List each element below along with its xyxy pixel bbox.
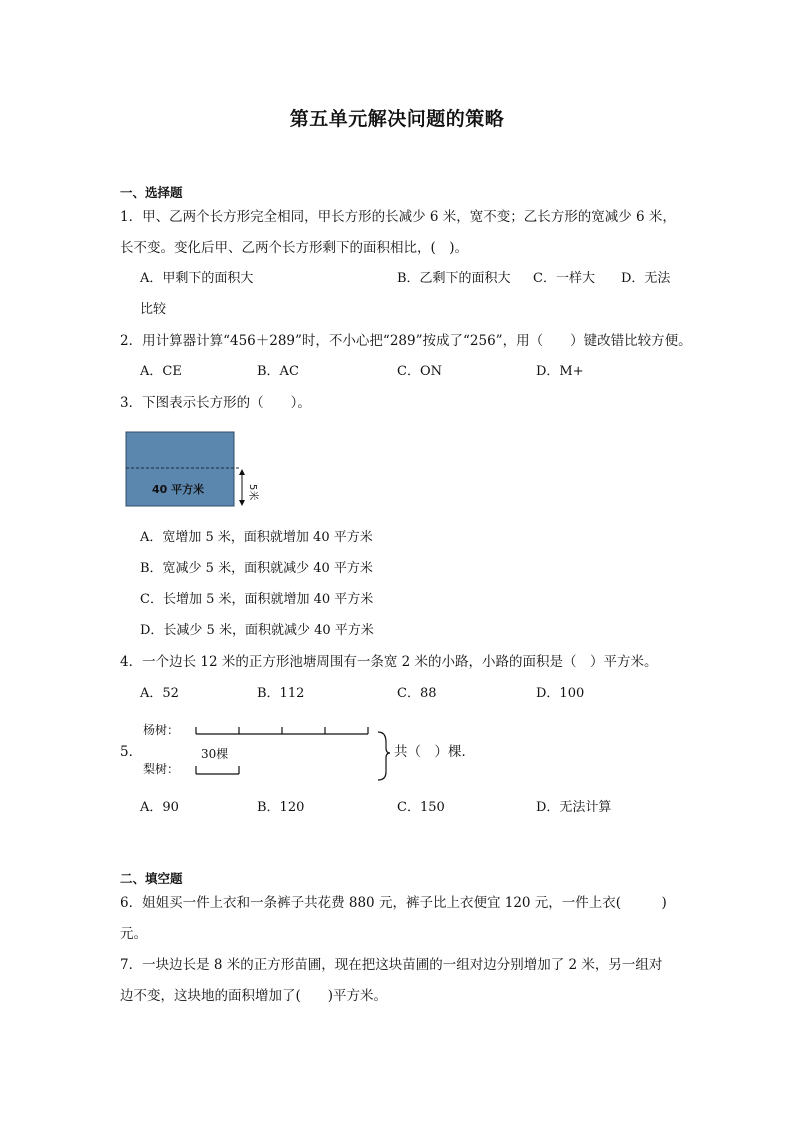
- q1-text-line1: 1．甲、乙两个长方形完全相同，甲长方形的长减少 6 米，宽不变；乙长方形的宽减少 6 米，: [120, 209, 676, 225]
- q1-option-c: C．一样大: [533, 271, 595, 286]
- q5-option-d: D．无法计算: [536, 800, 612, 815]
- q3-arrow-down: [239, 500, 245, 506]
- q3-area-label: 40 平方米: [152, 483, 205, 496]
- q1-option-d: D．无法: [621, 271, 671, 286]
- q5-brace: [378, 732, 390, 780]
- q5-segment-diagram: [192, 722, 402, 782]
- q5-poplar-label: 杨树：: [143, 723, 180, 737]
- q3-text-line1: 3．下图表示长方形的（ ）。: [120, 395, 311, 411]
- q5-option-c: C．150: [397, 800, 445, 815]
- q4-option-a: A．52: [140, 686, 179, 701]
- q3-option-b: B．宽减少 5 米，面积就减少 40 平方米: [140, 561, 373, 576]
- q1-option-d-continued: 比较: [140, 302, 167, 317]
- q4-text-line1: 4．一个边长 12 米的正方形池塘周围有一条宽 2 米的小路，小路的面积是（ ）平方米。: [120, 654, 658, 670]
- q4-option-c: C．88: [397, 686, 437, 701]
- q2-option-c: C．ON: [397, 364, 442, 379]
- section-fill-heading: 二、填空题: [120, 871, 183, 886]
- q3-option-a: A．宽增加 5 米，面积就增加 40 平方米: [140, 530, 373, 545]
- q2-option-a: A．CE: [140, 364, 182, 379]
- q7-text-line1: 7．一块边长是 8 米的正方形苗圃，现在把这块苗圃的一组对边分别增加了 2 米，另一组对: [120, 957, 663, 973]
- q6-text-line1: 6．姐姐买一件上衣和一条裤子共花费 880 元，裤子比上衣便宜 120 元，一件上衣( ): [120, 895, 667, 911]
- q5-total-text: 共（ ）棵．: [394, 744, 475, 760]
- q2-text-line1: 2．用计算器计算“456＋289”时，不小心把“289”按成了“256”，用（ ）键改错比较方便。: [120, 333, 692, 349]
- q5-number: 5．: [120, 744, 143, 760]
- q3-option-c: C．长增加 5 米，面积就增加 40 平方米: [140, 592, 374, 607]
- q4-option-b: B．112: [257, 686, 305, 701]
- q4-option-d: D．100: [536, 686, 585, 701]
- q1-option-b: B．乙剩下的面积大: [397, 271, 511, 286]
- q1-option-a: A．甲剩下的面积大: [140, 271, 254, 286]
- q3-option-d: D．长减少 5 米，面积就减少 40 平方米: [140, 623, 374, 638]
- q5-pear-label: 梨树：: [143, 762, 180, 776]
- q5-option-a: A．90: [140, 800, 179, 815]
- q3-arrow-up: [239, 469, 245, 475]
- q2-option-b: B．AC: [257, 364, 299, 379]
- q7-text-line2: 边不变，这块地的面积增加了( )平方米。: [120, 988, 388, 1004]
- q1-text-line2: 长不变。变化后甲、乙两个长方形剩下的面积相比，( )。: [120, 240, 469, 256]
- q5-option-b: B．120: [257, 800, 305, 815]
- q5-count-label: 30棵: [201, 747, 229, 761]
- q6-text-line2: 元。: [120, 926, 147, 942]
- section-choice-heading: 一、选择题: [120, 185, 183, 200]
- q2-option-d: D．M+: [536, 364, 584, 379]
- q3-dimension-label: 5米: [247, 484, 258, 501]
- page-title: 第五单元解决问题的策略: [289, 108, 505, 130]
- q3-rectangle-figure: [124, 430, 264, 510]
